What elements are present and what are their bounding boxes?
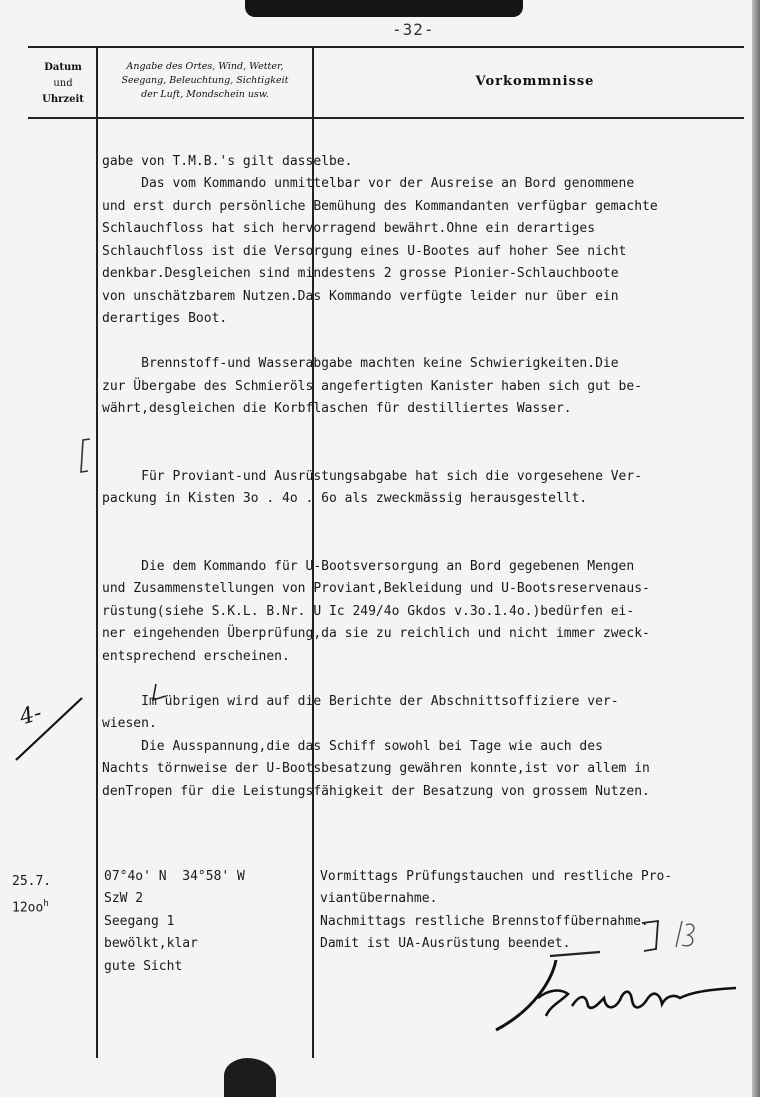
body-line: Schlauchfloss hat sich hervorragend bewährt.Ohne ein derartiges [102, 221, 596, 236]
body-line: Das vom Kommando unmittelbar vor der Ausreise an Bord genommene [102, 176, 635, 191]
entry-position: 07°4o' N 34°58' W [104, 868, 245, 884]
body-line: entsprechend erscheinen. [102, 648, 290, 664]
body-line: Im übrigen wird auf die Berichte der Abschnittsoffiziere ver- [102, 693, 619, 709]
body-line [102, 331, 658, 354]
entry-weather: bewölkt,klar [104, 936, 198, 951]
body-line: packung in Kisten 3o . 4o . 6o als zweckmässig herausgestellt. [102, 491, 588, 506]
scan-edge [752, 0, 760, 1097]
table-top-rule [28, 46, 744, 48]
body-line: von unschätzbarem Nutzen.Das Kommando verfügte leider nur über ein [102, 288, 619, 304]
header-place-line2: Seegang, Beleuchtung, Sichtigkeit [121, 75, 289, 86]
entry-event-line: Nachmittags restliche Brennstoffübernahme. [320, 913, 649, 929]
margin-slash-mark [8, 690, 88, 770]
entry-visibility: gute Sicht [104, 958, 183, 974]
header-date-line1: Datum [44, 62, 82, 73]
header-place-line3: der Luft, Mondschein usw. [141, 89, 269, 100]
body-line: denkbar.Desgleichen sind mindestens 2 grosse Pionier-Schlauchboote [102, 266, 619, 281]
paragraph-mark [140, 680, 170, 710]
body-line: und erst durch persönliche Bemühung des Kommandanten verfügbar gemachte [102, 198, 658, 214]
body-line: Schlauchfloss ist die Versorgung eines U-Bootes auf hoher See nicht [102, 243, 627, 259]
entry-event-line: viantübernahme. [320, 891, 438, 906]
body-line: gabe von T.M.B.'s gilt dasselbe. [102, 153, 353, 169]
body-line: denTropen für die Leistungsfähigkeit der Besatzung von grossem Nutzen. [102, 783, 650, 799]
header-date-line2: und [53, 78, 73, 89]
header-date-line3: Uhrzeit [42, 94, 84, 105]
entry-time: 12oo [12, 900, 44, 916]
header-date-column [30, 60, 96, 108]
entry-date: 25.7. [12, 873, 52, 889]
body-line [102, 668, 658, 691]
header-place-column [100, 60, 310, 102]
header-events-column: Vorkommnisse [475, 74, 595, 89]
entry-wind: SzW 2 [104, 891, 144, 906]
header-place-line1: Angabe des Ortes, Wind, Wetter, [126, 61, 284, 72]
entry-event-line: Vormittags Prüfungstauchen und restliche Pro- [320, 868, 673, 884]
body-line: währt,desgleichen die Korbflaschen für destilliertes Wasser. [102, 401, 572, 416]
body-line [102, 443, 658, 466]
right-bracket-mark [636, 915, 706, 955]
entry-date-time [12, 848, 51, 942]
header-bottom-rule [28, 117, 744, 119]
body-line: zur Übergabe des Schmieröls angefertigten Kanister haben sich gut be- [102, 378, 643, 394]
body-line: ner eingehenden Überprüfung,da sie zu reichlich und nicht immer zweck- [102, 626, 650, 641]
left-bracket-mark [76, 436, 96, 476]
scan-clip-top [245, 0, 523, 17]
date-column-rule [96, 46, 98, 1058]
margin-number-text: 4- [17, 700, 45, 731]
body-line: Brennstoff-und Wasserabgabe machten keine Schwierigkeiten.Die [102, 356, 619, 371]
body-line: und Zusammenstellungen von Proviant,Bekleidung und U-Bootsreservenaus- [102, 581, 650, 596]
entry-event-line: Damit ist UA-Ausrüstung beendet. [320, 936, 571, 951]
entry-time-wrap [12, 893, 51, 920]
body-line: wiesen. [102, 716, 157, 731]
page-number: -32- [392, 20, 435, 39]
entry-time-suffix: h [43, 899, 49, 909]
body-line: rüstung(siehe S.K.L. B.Nr. U Ic 249/4o Gkdos v.3o.1.4o.)bedürfen ei- [102, 603, 635, 619]
body-line: derartiges Boot. [102, 311, 228, 326]
entry-conditions [104, 843, 245, 1001]
body-line: Nachts törnweise der U-Bootsbesatzung gewähren konnte,ist vor allem in [102, 761, 650, 776]
body-line [102, 533, 658, 556]
body-line: Die dem Kommando für U-Bootsversorgung an Bord gegebenen Mengen [102, 558, 635, 574]
body-line: Für Proviant-und Ausrüstungsabgabe hat sich die vorgesehene Ver- [102, 468, 643, 484]
body-line [102, 421, 658, 444]
body-line [102, 511, 658, 534]
commander-signature [490, 950, 740, 1040]
body-text [102, 128, 658, 826]
scan-clip-bottom [224, 1058, 276, 1097]
body-line: Die Ausspannung,die das Schiff sowohl bei Tage wie auch des [102, 738, 603, 754]
entry-sea: Seegang 1 [104, 913, 175, 929]
